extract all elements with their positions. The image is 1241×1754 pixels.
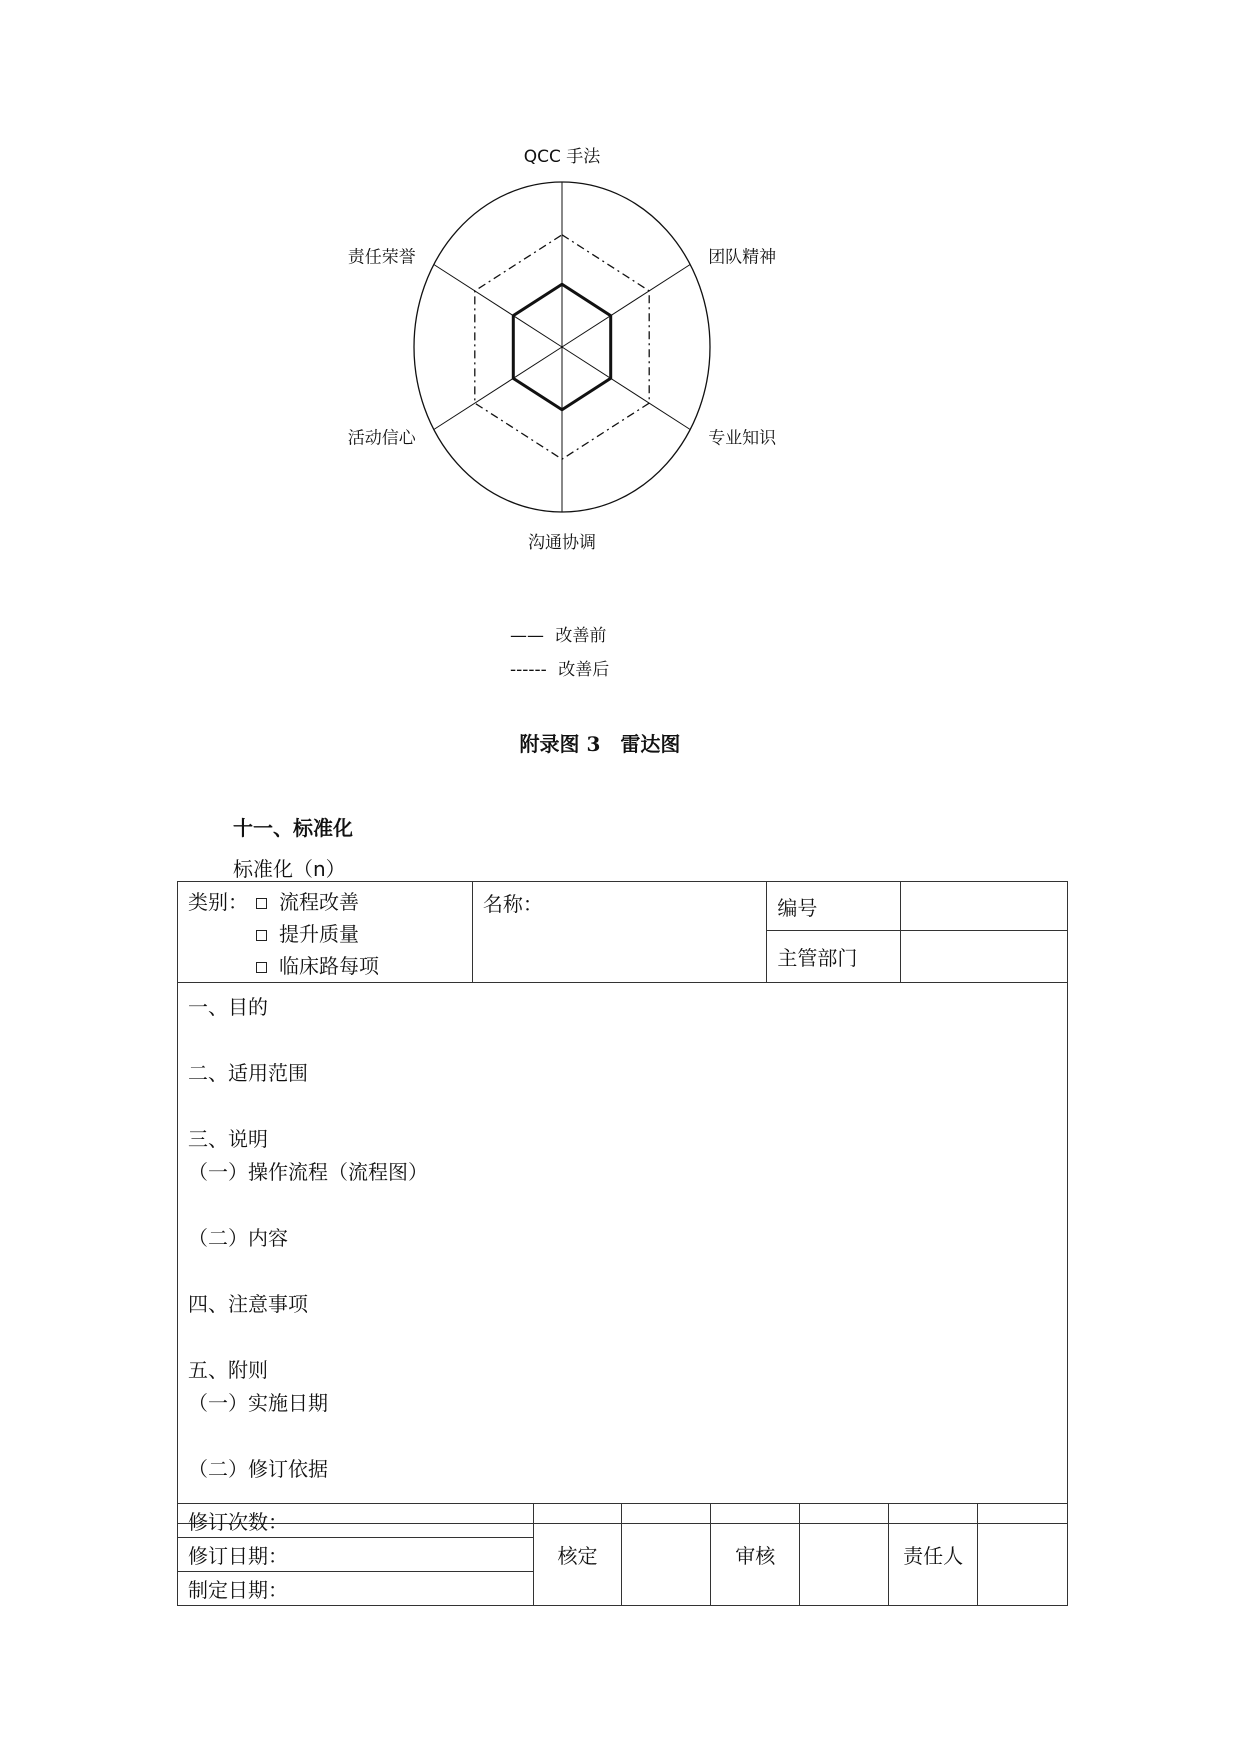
- body-line: （一）实施日期: [188, 1391, 328, 1415]
- body-line: 四、注意事项: [188, 1292, 308, 1316]
- category-cell: [178, 882, 473, 983]
- radar-axis-line: [434, 265, 562, 348]
- legend-marker-before: ——: [510, 626, 544, 646]
- owner-label-cell: [889, 1504, 978, 1606]
- radar-axis-label: 沟通协调: [528, 533, 596, 553]
- revision-count-cell[interactable]: [178, 1504, 534, 1538]
- legend-marker-after: ------: [510, 660, 547, 680]
- revision-count-label: 修订次数：: [188, 1510, 288, 1534]
- radar-axis-label: 责任荣誉: [347, 247, 416, 268]
- name-cell[interactable]: [472, 882, 767, 983]
- body-line: （二）内容: [188, 1226, 288, 1250]
- body-line: 二、适用范围: [188, 1061, 308, 1085]
- radar-axis-label: 活动信心: [347, 428, 416, 449]
- body-line: 三、说明: [188, 1127, 268, 1151]
- radar-axis-line: [562, 265, 690, 348]
- body-line: 五、附则: [188, 1358, 268, 1382]
- number-label: 编号: [777, 895, 818, 920]
- dept-label: 主管部门: [777, 946, 858, 971]
- legend-label-before: 改善前: [555, 626, 607, 646]
- radar-axis-label: 专业知识: [708, 428, 777, 449]
- category-option-3: 临床路每项: [279, 954, 379, 978]
- radar-chart: [330, 140, 810, 580]
- figure-caption: 附录图 3 雷达图: [519, 732, 681, 756]
- category-label: 类别：: [188, 890, 248, 914]
- owner-value-cell[interactable]: [978, 1504, 1068, 1606]
- approve-value-cell[interactable]: [622, 1504, 711, 1606]
- created-date-label: 制定日期：: [188, 1578, 288, 1602]
- approve-label: 核定: [557, 1544, 598, 1568]
- number-value-cell[interactable]: [901, 882, 1068, 931]
- name-label: 名称：: [482, 892, 543, 916]
- form-title: 标准化（n）: [233, 857, 346, 881]
- review-label: 审核: [735, 1544, 776, 1568]
- body-line: （一）操作流程（流程图）: [188, 1160, 428, 1184]
- approve-label-cell: [533, 1504, 622, 1606]
- section-title: 十一、标准化: [233, 816, 353, 840]
- checkbox-option-1[interactable]: [256, 898, 267, 909]
- standardization-form: [177, 881, 1068, 1524]
- dept-label-cell: [767, 931, 901, 983]
- owner-label: 责任人: [903, 1544, 964, 1568]
- legend-item-before: [510, 626, 606, 646]
- radar-axis-line: [434, 347, 562, 430]
- form-body[interactable]: [178, 983, 1068, 1524]
- revision-date-cell[interactable]: [178, 1538, 534, 1572]
- review-value-cell[interactable]: [800, 1504, 889, 1606]
- revision-date-label: 修订日期：: [188, 1544, 288, 1568]
- created-date-cell[interactable]: [178, 1572, 534, 1606]
- checkbox-option-2[interactable]: [256, 930, 267, 941]
- radar-axis-line: [562, 347, 690, 430]
- signature-table: [177, 1503, 1068, 1606]
- radar-axis-label: 团队精神: [708, 247, 777, 268]
- body-line: （二）修订依据: [188, 1457, 328, 1481]
- checkbox-option-3[interactable]: [256, 962, 267, 973]
- radar-axis-label: QCC 手法: [523, 147, 601, 167]
- dept-value-cell[interactable]: [901, 931, 1068, 983]
- category-option-1: 流程改善: [279, 890, 359, 914]
- legend-item-after: [510, 660, 609, 680]
- review-label-cell: [711, 1504, 800, 1606]
- legend-label-after: 改善后: [558, 660, 610, 680]
- body-line: 一、目的: [188, 995, 268, 1019]
- category-option-2: 提升质量: [279, 922, 359, 946]
- number-label-cell: [767, 882, 901, 931]
